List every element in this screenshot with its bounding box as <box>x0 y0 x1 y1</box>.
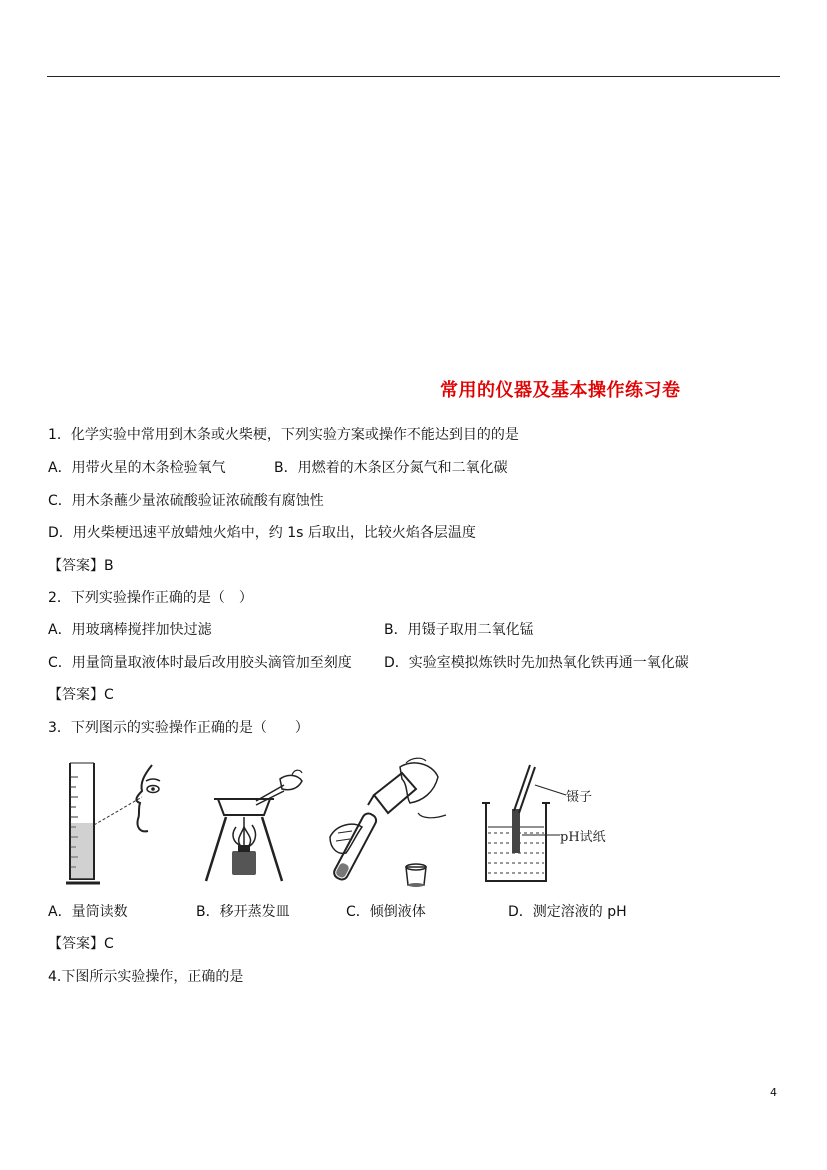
q1-option-a: A．用带火星的木条检验氧气 <box>48 460 226 476</box>
q1-answer <box>48 557 114 575</box>
q3-answer-label: 【答案】 <box>48 936 104 952</box>
q1-option-b: B．用燃着的木条区分氮气和二氧化碳 <box>274 460 508 476</box>
tweezers-label: 镊子 <box>566 790 593 805</box>
ph-paper-label: pH试纸 <box>560 830 606 845</box>
q1-answer-label: 【答案】 <box>48 558 104 574</box>
q1-stem: 1．化学实验中常用到木条或火柴梗，下列实验方案或操作不能达到目的的是 <box>48 427 519 443</box>
figure-a-cylinder-reading <box>60 755 170 890</box>
q3-option-c: C．倾倒液体 <box>346 904 426 920</box>
q3-answer <box>48 935 114 953</box>
q1-answer-value: B <box>104 558 114 574</box>
q2-option-a: A．用玻璃棒搅拌加快过滤 <box>48 622 212 638</box>
page-title: 常用的仪器及基本操作练习卷 <box>440 380 681 401</box>
q3-option-b: B．移开蒸发皿 <box>196 904 290 920</box>
q2-answer-value: C <box>104 687 114 703</box>
figure-d-measure-ph <box>480 755 610 890</box>
q2-stem: 2．下列实验操作正确的是（ ） <box>48 590 253 606</box>
q1-option-c: C．用木条蘸少量浓硫酸验证浓硫酸有腐蚀性 <box>48 493 324 509</box>
q2-option-b: B．用镊子取用二氧化锰 <box>384 622 534 638</box>
q3-option-a: A．量筒读数 <box>48 904 128 920</box>
page-number: 4 <box>770 1086 777 1099</box>
q3-option-d: D．测定溶液的 pH <box>508 904 627 920</box>
q4-stem: 4.下图所示实验操作，正确的是 <box>48 969 244 985</box>
q2-answer-label: 【答案】 <box>48 687 104 703</box>
q1-option-d: D．用火柴梗迅速平放蜡烛火焰中，约 1s 后取出，比较火焰各层温度 <box>48 525 476 541</box>
header-rule <box>47 76 780 77</box>
q2-answer <box>48 686 114 704</box>
q3-answer-value: C <box>104 936 114 952</box>
q2-option-c: C．用量筒量取液体时最后改用胶头滴管加至刻度 <box>48 655 352 671</box>
figure-c-pouring-liquid <box>322 755 447 890</box>
figure-b-evaporating-dish <box>196 755 306 890</box>
q3-stem: 3．下列图示的实验操作正确的是（ ） <box>48 720 309 736</box>
q2-option-d: D．实验室模拟炼铁时先加热氧化铁再通一氧化碳 <box>384 655 689 671</box>
